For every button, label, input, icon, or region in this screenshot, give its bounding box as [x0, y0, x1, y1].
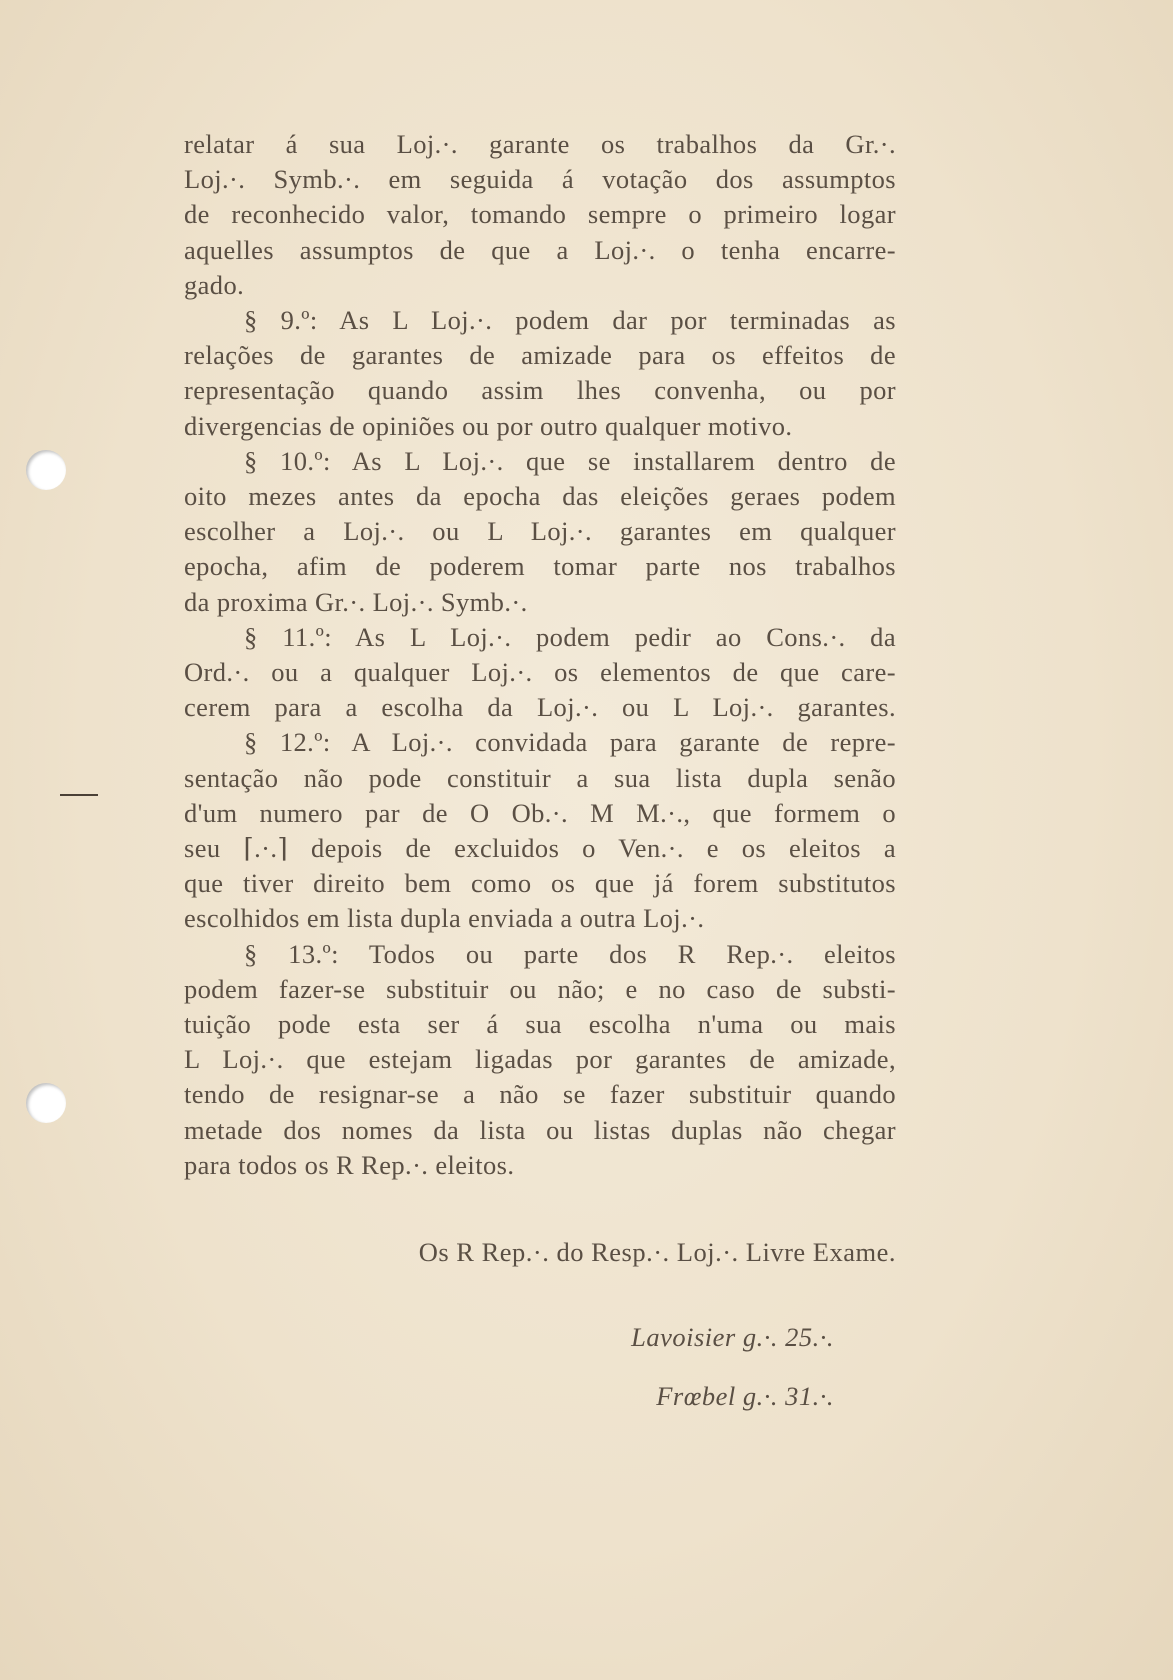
text-line: escolhidos em lista dupla enviada a outra Loj.·. [184, 903, 705, 934]
text-line: sentação não pode constituir a sua lista dupla senão [184, 762, 896, 793]
text-line: tendo de resignar-se a não se fazer substituir quando [184, 1079, 896, 1110]
section-10-line: § 10.º: As L Loj.·. que se installarem dentro de [244, 445, 896, 476]
punch-hole-bottom [26, 1083, 66, 1123]
text-line: da proxima Gr.·. Loj.·. Symb.·. [184, 586, 528, 617]
text-line: que tiver direito bem como os que já forem substitutos [184, 868, 896, 899]
signatory-name: Frœbel g.·. 31.·. [656, 1381, 834, 1411]
text-line: relatar á sua Loj.·. garante os trabalhos da Gr.·. [184, 129, 896, 159]
body-text [184, 127, 896, 1183]
text-line: L Loj.·. que estejam ligadas por garantes de amizade, [184, 1044, 896, 1075]
text-line: tuição pode esta ser á sua escolha n'uma ou mais [184, 1009, 896, 1040]
text-line: divergencias de opiniões ou por outro qualquer motivo. [184, 410, 793, 441]
text-line: relações de garantes de amizade para os effeitos de [184, 340, 896, 371]
closing-line: Os R Rep.·. do Resp.·. Loj.·. Livre Exame. [418, 1237, 896, 1267]
text-line: escolher a Loj.·. ou L Loj.·. garantes em qualquer [184, 516, 896, 547]
text-line: para todos os R Rep.·. eleitos. [184, 1149, 515, 1180]
text-line: aquelles assumptos de que a Loj.·. o tenha encarre- [184, 234, 896, 265]
section-11-line: § 11.º: As L Loj.·. podem pedir ao Cons.·. da [244, 621, 896, 652]
text-line: gado. [184, 269, 245, 300]
punch-hole-top [26, 450, 66, 490]
text-line: Loj.·. Symb.·. em seguida á votação dos assumptos [184, 164, 896, 195]
text-line: oito mezes antes da epocha das eleições geraes podem [184, 481, 896, 512]
margin-mark [60, 794, 98, 796]
text-line: representação quando assim lhes convenha, ou por [184, 375, 896, 406]
section-9-line: § 9.º: As L Loj.·. podem dar por terminadas as [244, 305, 896, 336]
text-line: epocha, afim de poderem tomar parte nos trabalhos [184, 551, 896, 582]
section-12-line: § 12.º: A Loj.·. convidada para garante de repre- [244, 727, 896, 758]
signatory-name: Lavoisier g.·. 25.·. [631, 1322, 834, 1352]
text-line: d'um numero par de O Ob.·. M M.·., que formem o [184, 797, 896, 828]
text-line: de reconhecido valor, tomando sempre o primeiro logar [184, 199, 896, 230]
text-line: Ord.·. ou a qualquer Loj.·. os elementos de que care- [184, 657, 896, 688]
signature-closing [184, 1237, 896, 1268]
section-13-line: § 13.º: Todos ou parte dos R Rep.·. eleitos [244, 938, 896, 969]
text-line: podem fazer-se substituir ou não; e no caso de substi- [184, 973, 896, 1004]
text-line: cerem para a escolha da Loj.·. ou L Loj.·. garantes. [184, 692, 896, 723]
text-line: metade dos nomes da lista ou listas duplas não chegar [184, 1114, 896, 1145]
text-line: seu ⌈.·.⌉ depois de excluidos o Ven.·. e os eleitos a [184, 833, 896, 864]
